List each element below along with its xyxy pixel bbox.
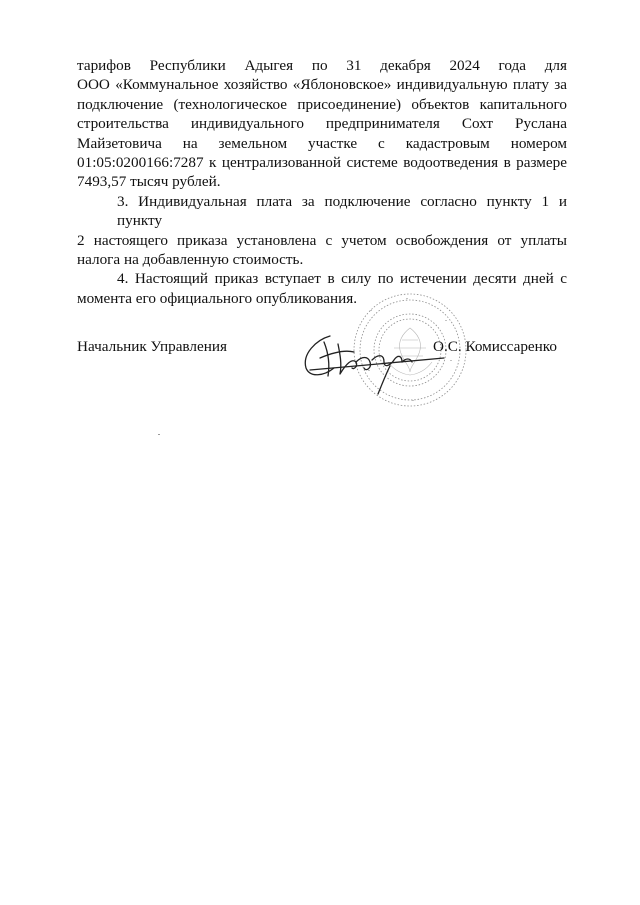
text-line: Майзетовича на земельном участке с кадастровым номером (77, 134, 567, 152)
text-line: строительства индивидуального предпринимателя Сохт Руслана (77, 115, 567, 133)
text-line: подключение (технологическое присоединение) объектов капитального (77, 95, 567, 113)
handwritten-signature-icon (294, 318, 464, 398)
paragraph-3-start: 3. Индивидуальная плата за подключение согласно пункту 1 и пункту (117, 192, 567, 230)
signature-block (0, 286, 640, 416)
text-line: ООО «Коммунальное хозяйство «Яблоновское» индивидуальную плату за (77, 76, 567, 94)
text-line: момента его официального опубликования. (77, 289, 358, 307)
signer-position: Начальник Управления (77, 338, 227, 355)
text-line: тарифов Республики Адыгея по 31 декабря 2024 года для (77, 57, 567, 74)
order-text (77, 56, 567, 308)
text-line: 2 настоящего приказа установлена с учетом освобождения от уплаты (77, 231, 567, 249)
text-line: налога на добавленную стоимость. (77, 251, 304, 269)
paragraph-4-start: 4. Настоящий приказ вступает в силу по истечении десяти дней с (117, 270, 567, 288)
text-line: 7493,57 тысяч рублей. (77, 173, 221, 191)
scan-speck (158, 434, 160, 435)
text-line: 01:05:0200166:7287 к централизованной системе водоотведения в размере (77, 154, 567, 172)
signer-name: О.С. Комиссаренко (433, 338, 557, 355)
